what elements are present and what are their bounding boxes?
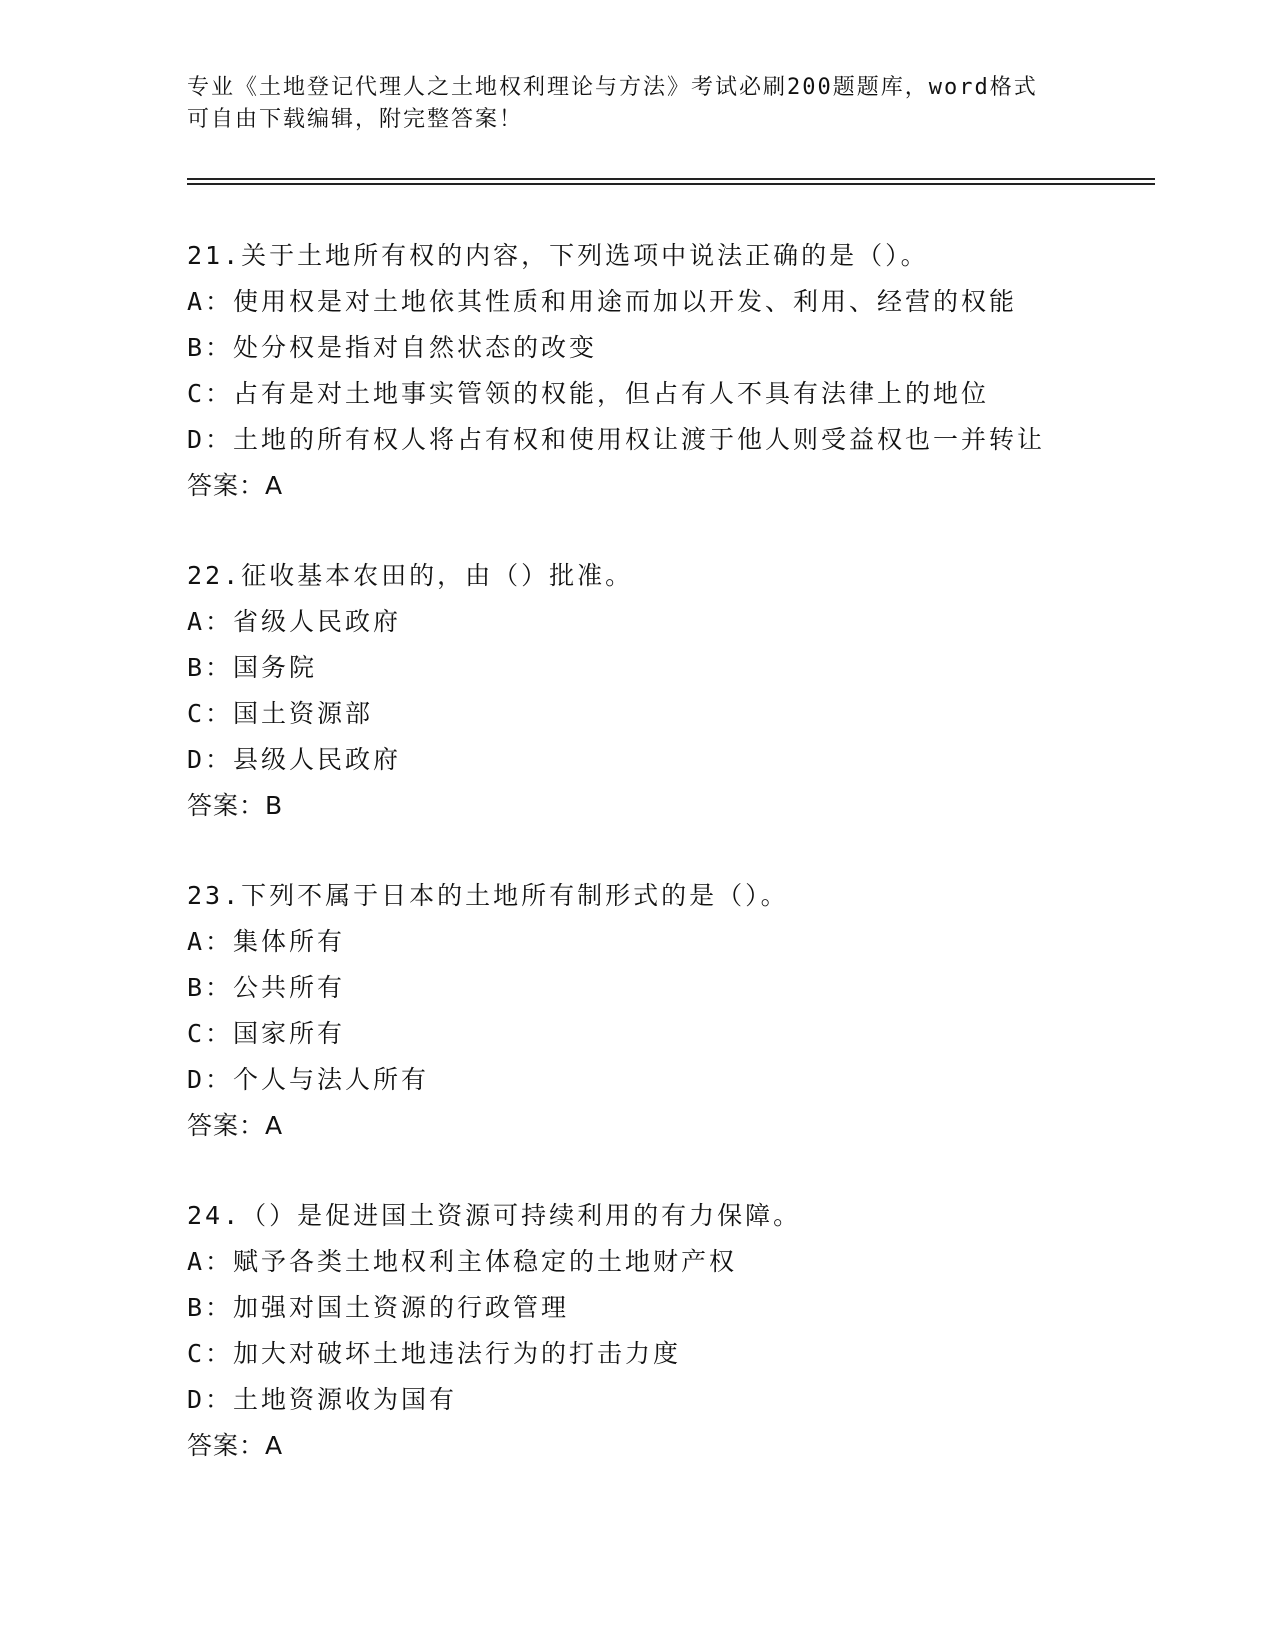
header-divider-top: [187, 178, 1155, 180]
option-d: D：土地资源收为国有: [187, 1385, 458, 1414]
option-b: B：公共所有: [187, 973, 346, 1002]
question-21: [187, 233, 1187, 509]
header-line-1: 专业《土地登记代理人之土地权利理论与方法》考试必刷200题题库，word格式: [187, 75, 1038, 100]
option-c: C：国土资源部: [187, 699, 374, 728]
option-a: A：赋予各类土地权利主体稳定的土地财产权: [187, 1247, 738, 1276]
option-a: A：集体所有: [187, 927, 346, 956]
question-22: [187, 553, 1187, 829]
question-stem: 22.征收基本农田的，由（）批准。: [187, 561, 634, 590]
header-line-2: 可自由下载编辑，附完整答案！: [187, 107, 524, 132]
option-c: C：国家所有: [187, 1019, 346, 1048]
option-b: B：国务院: [187, 653, 318, 682]
header-divider-bottom: [187, 183, 1155, 185]
option-b: B：加强对国土资源的行政管理: [187, 1293, 570, 1322]
option-a: A：使用权是对土地依其性质和用途而加以开发、利用、经营的权能: [187, 287, 1018, 316]
answer: 答案：A: [187, 1431, 284, 1460]
option-d: D：个人与法人所有: [187, 1065, 430, 1094]
question-stem: 24.（）是促进国土资源可持续利用的有力保障。: [187, 1201, 802, 1230]
option-a: A：省级人民政府: [187, 607, 402, 636]
document-header: [187, 72, 1087, 136]
answer: 答案：A: [187, 1111, 284, 1140]
question-stem: 21.关于土地所有权的内容，下列选项中说法正确的是（）。: [187, 241, 929, 270]
option-d: D：县级人民政府: [187, 745, 402, 774]
option-c: C：加大对破坏土地违法行为的打击力度: [187, 1339, 682, 1368]
question-23: [187, 873, 1187, 1149]
option-c: C：占有是对土地事实管领的权能，但占有人不具有法律上的地位: [187, 379, 990, 408]
answer: 答案：B: [187, 791, 284, 820]
question-24: [187, 1193, 1187, 1469]
answer: 答案：A: [187, 471, 284, 500]
option-d: D：土地的所有权人将占有权和使用权让渡于他人则受益权也一并转让: [187, 425, 1046, 454]
option-b: B：处分权是指对自然状态的改变: [187, 333, 598, 362]
question-stem: 23.下列不属于日本的土地所有制形式的是（）。: [187, 881, 789, 910]
